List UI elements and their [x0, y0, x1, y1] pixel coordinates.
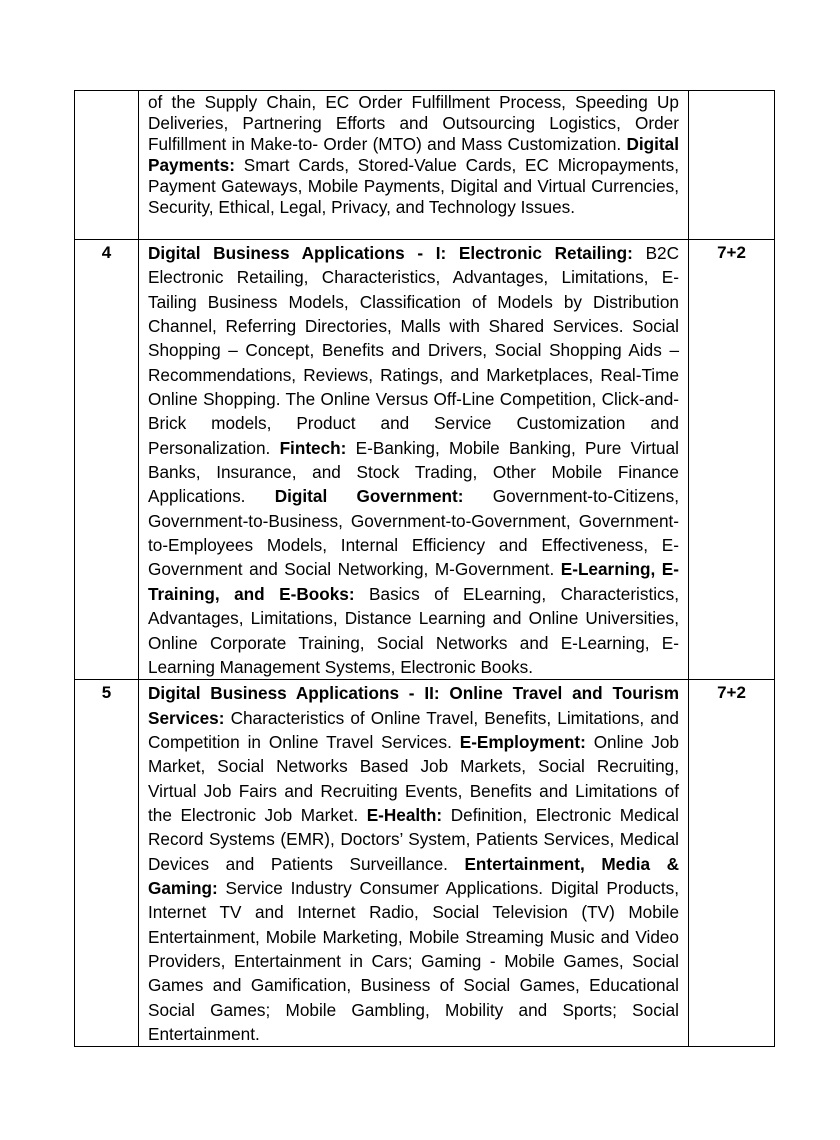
topic-heading: Digital Government: — [274, 486, 464, 507]
table-row — [75, 680, 775, 1047]
unit-content-cell — [139, 91, 689, 240]
topic-heading: Digital Business Applications - II: Online Travel and Tourism Services: — [148, 683, 679, 728]
topic-heading: E-Learning, E-Training, and E-Books: — [148, 559, 679, 604]
content-text: Government-to-Citizens, Government-to-Business, Government-to-Government, Government-to-Employees Models, Internal Efficiency and Effectiveness, E-Government and Social Networking, M-Government. — [148, 486, 679, 580]
topic-heading: E-Health: — [366, 804, 443, 825]
content-text: of the Supply Chain, EC Order Fulfillment Process, Speeding Up Deliveries, Partnering Efforts and Outsourcing Logistics, Order Fulfillment in Make-to- Order (MTO) and Mass Customization. — [148, 92, 679, 154]
unit-content-cell — [139, 680, 689, 1047]
content-text: Online Job Market, Social Networks Based Job Markets, Social Recruiting, Virtual Job Fairs and Recruiting Events, Benefits and Limitations of the Electronic Job Market. — [148, 731, 679, 825]
table-row — [75, 240, 775, 680]
content-text: B2C Electronic Retailing, Characteristics, Advantages, Limitations, E-Tailing Business Models, Classification of Models by Distribution Channel, Referring Directories, Malls with Shared Services. Social Shopping – Concept, Benefits and Drivers, Social Shopping Aids – Recommendations, Reviews, Ratings, and Marketplaces, Real-Time Online Shopping. The Online Versus Off-Line Competition, Click-and-Brick models, Product and Service Customization and Personalization. — [148, 243, 679, 458]
table-row — [75, 91, 775, 240]
content-text: E-Banking, Mobile Banking, Pure Virtual Banks, Insurance, and Stock Trading, Other Mobile Finance Applications. — [148, 437, 679, 507]
unit-number-cell: 5 — [75, 680, 139, 1047]
content-text: Definition, Electronic Medical Record Systems (EMR), Doctors’ System, Patients Services, Medical Devices and Patients Surveillance. — [148, 804, 679, 874]
hours-cell: 7+2 — [689, 240, 775, 680]
content-text: Smart Cards, Stored-Value Cards, EC Micropayments, Payment Gateways, Mobile Payments, Digital and Virtual Currencies, Security, Ethical, Legal, Privacy, and Technology Issues. — [148, 155, 679, 217]
content-text: Basics of ELearning, Characteristics, Advantages, Limitations, Distance Learning and Online Universities, Online Corporate Training, Social Networks and E-Learning, E-Learning Management Systems, Electronic Books. — [148, 583, 680, 677]
topic-heading: E-Employment: — [459, 731, 586, 752]
content-text: Characteristics of Online Travel, Benefits, Limitations, and Competition in Online Travel Services. — [148, 707, 679, 752]
topic-heading: Entertainment, Media & Gaming: — [148, 853, 679, 898]
unit-number-cell — [75, 91, 139, 240]
topic-heading: Fintech: — [279, 437, 347, 458]
syllabus-table — [74, 90, 775, 1047]
content-text: Service Industry Consumer Applications. Digital Products, Internet TV and Internet Radio, Social Television (TV) Mobile Entertainment, Mobile Marketing, Mobile Streaming Music and Video Providers, Entertainment in Cars; Gaming - Mobile Games, Social Games and Gamification, Business of Social Games, Educational Social Games; Mobile Gambling, Mobility and Sports; Social Entertainment. — [148, 877, 679, 1044]
hours-cell — [689, 91, 775, 240]
hours-cell: 7+2 — [689, 680, 775, 1047]
topic-heading: Digital Business Applications - I: Electronic Retailing: — [148, 243, 633, 263]
unit-content-cell — [139, 240, 689, 680]
unit-number-cell: 4 — [75, 240, 139, 680]
topic-heading: Digital Payments: — [148, 134, 679, 175]
